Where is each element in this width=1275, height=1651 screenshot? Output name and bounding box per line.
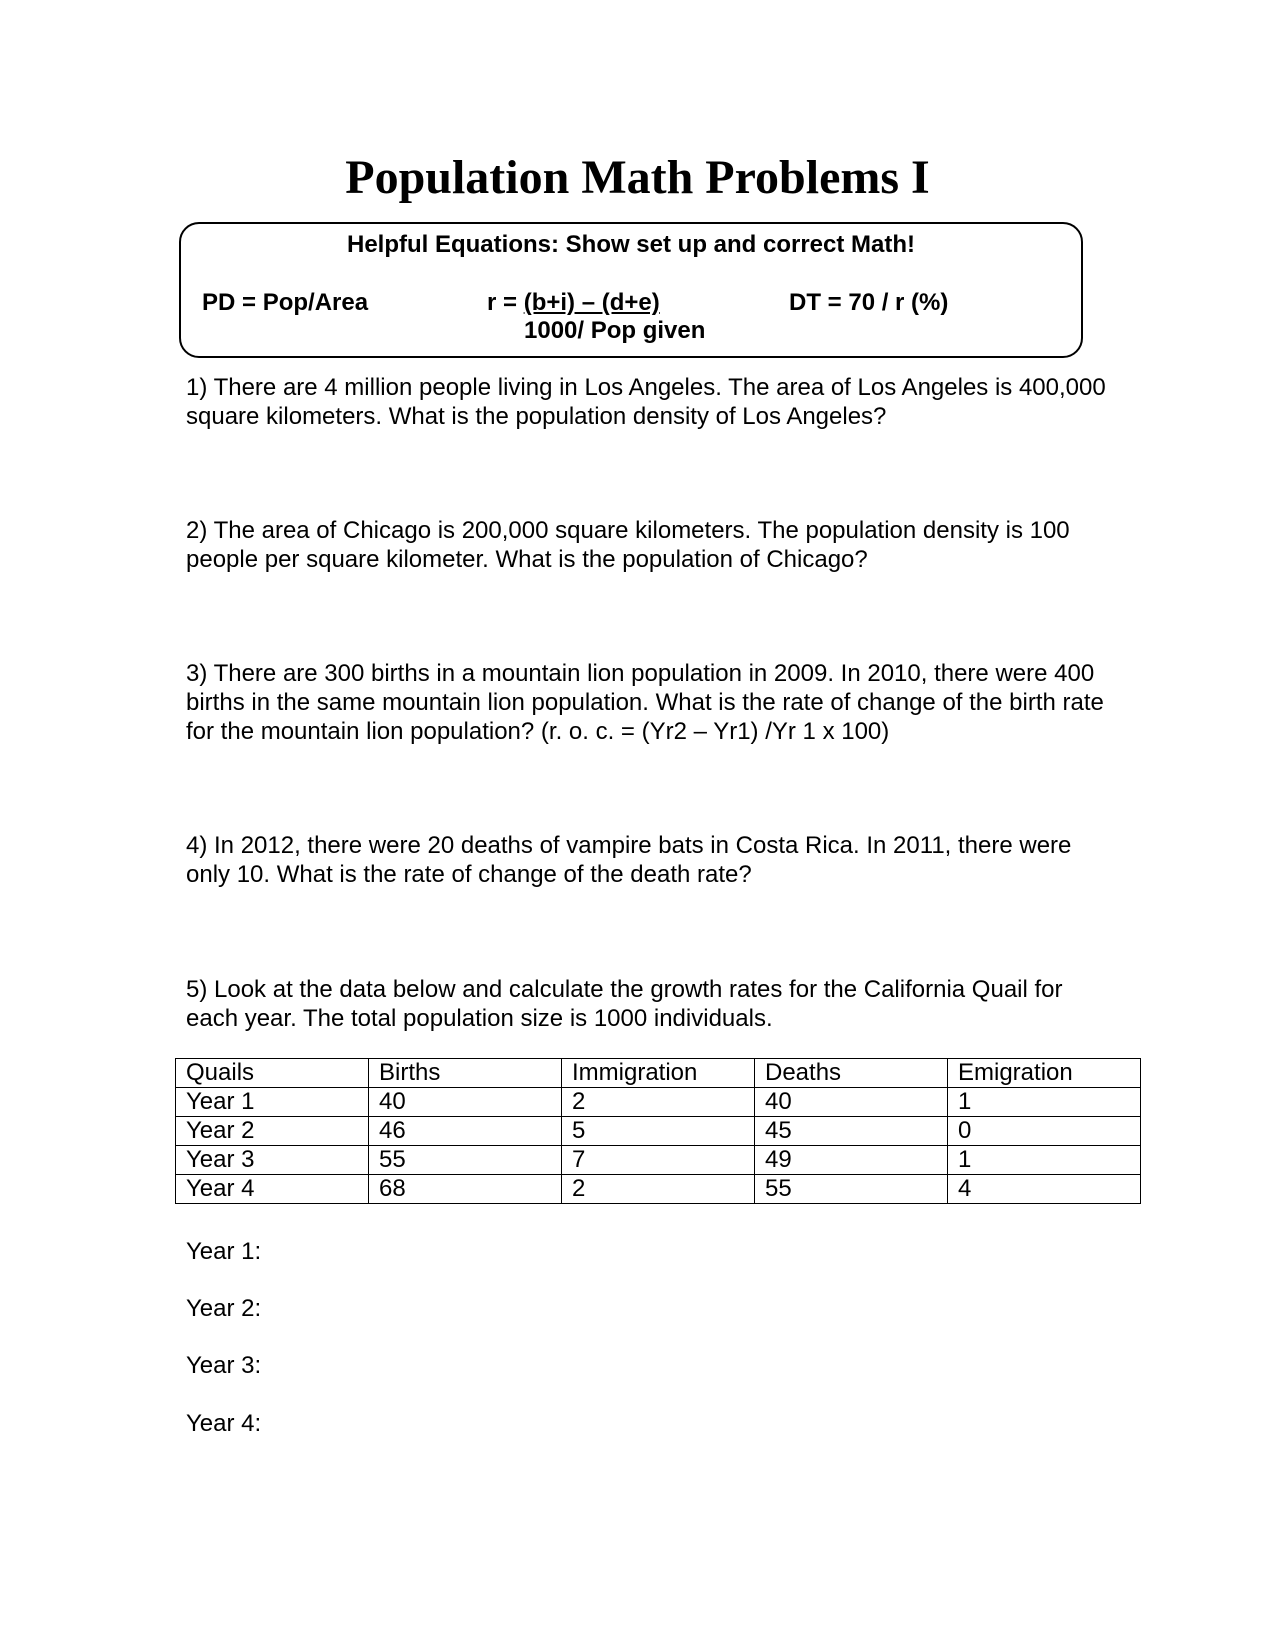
table-cell: 1 (948, 1088, 1141, 1117)
table-cell: 5 (562, 1117, 755, 1146)
equations-heading: Helpful Equations: Show set up and correct Math! (346, 231, 916, 258)
table-cell: 0 (948, 1117, 1141, 1146)
table-cell: Year 1 (176, 1088, 369, 1117)
question-1: 1) There are 4 million people living in Los Angeles. The area of Los Angeles is 400,000 square kilometers. What is the population density of Los Angeles? (186, 374, 1106, 430)
header-births: Births (369, 1059, 562, 1088)
table-header-row (176, 1059, 1141, 1088)
table-cell: 7 (562, 1146, 755, 1175)
growth-rate-numerator: (b+i) – (d+e) (523, 289, 660, 316)
doubling-time-equation: DT = 70 / r (%) (789, 289, 949, 316)
question-5: 5) Look at the data below and calculate the growth rates for the California Quail for each year. The total population size is 1000 individuals. (186, 976, 1063, 1032)
table-cell: Year 2 (176, 1117, 369, 1146)
table-cell: 4 (948, 1175, 1141, 1204)
answer-year-4-label: Year 4: (186, 1410, 262, 1437)
table-cell: 2 (562, 1175, 755, 1204)
table-cell: 55 (755, 1175, 948, 1204)
question-4: 4) In 2012, there were 20 deaths of vampire bats in Costa Rica. In 2011, there were only 10. What is the rate of change of the death rate? (186, 832, 1072, 888)
page-title: Population Math Problems I (345, 151, 930, 204)
answer-year-2-label: Year 2: (186, 1295, 262, 1322)
header-deaths: Deaths (755, 1059, 948, 1088)
header-emigration: Emigration (948, 1059, 1141, 1088)
growth-rate-prefix: r = (487, 289, 524, 316)
quail-data-table (175, 1058, 1141, 1204)
table-cell: 1 (948, 1146, 1141, 1175)
table-cell: 55 (369, 1146, 562, 1175)
answer-year-1-label: Year 1: (186, 1238, 262, 1265)
table-row (176, 1117, 1141, 1146)
question-2: 2) The area of Chicago is 200,000 square kilometers. The population density is 100 people per square kilometer. What is the population of Chicago? (186, 517, 1070, 573)
table-cell: 46 (369, 1117, 562, 1146)
table-cell: 40 (369, 1088, 562, 1117)
table-cell: Year 4 (176, 1175, 369, 1204)
table-cell: 40 (755, 1088, 948, 1117)
answer-year-3-label: Year 3: (186, 1352, 262, 1379)
header-quails: Quails (176, 1059, 369, 1088)
table-cell: Year 3 (176, 1146, 369, 1175)
table-row (176, 1146, 1141, 1175)
equations-box (179, 222, 1083, 358)
table-cell: 49 (755, 1146, 948, 1175)
table-cell: 2 (562, 1088, 755, 1117)
population-density-equation: PD = Pop/Area (202, 289, 369, 316)
growth-rate-equation (487, 289, 660, 317)
table-row (176, 1088, 1141, 1117)
growth-rate-denominator: 1000/ Pop given (524, 317, 706, 344)
table-cell: 68 (369, 1175, 562, 1204)
header-immigration: Immigration (562, 1059, 755, 1088)
question-3: 3) There are 300 births in a mountain lion population in 2009. In 2010, there were 400 births in the same mountain lion population. What is the rate of change of the birth rate for the mountain lion population? (r. o. c. = (Yr2 – Yr1) /Yr 1 x 100) (186, 660, 1104, 745)
table-row (176, 1175, 1141, 1204)
table-cell: 45 (755, 1117, 948, 1146)
